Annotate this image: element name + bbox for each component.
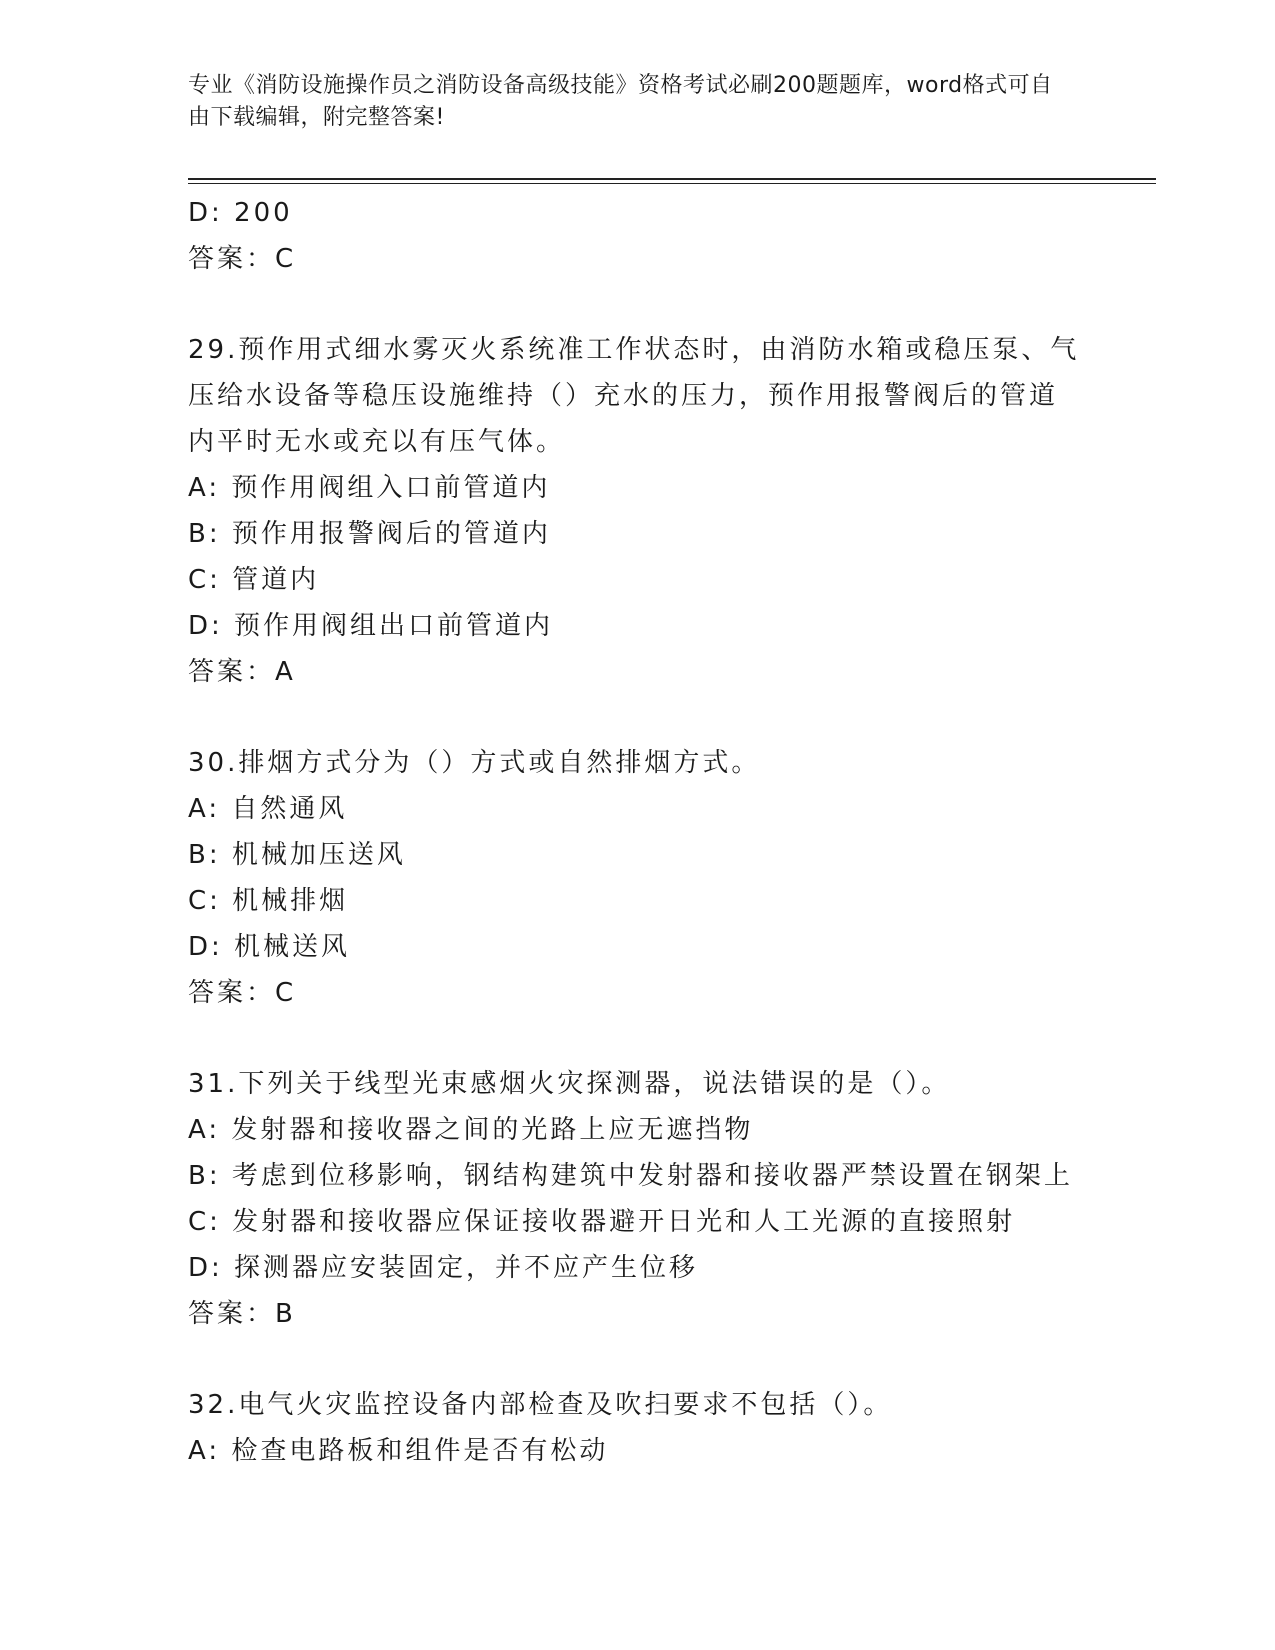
question-text: 内平时无水或充以有压气体。 xyxy=(188,427,566,457)
section-gap xyxy=(188,1337,1088,1382)
section-gap xyxy=(188,1016,1088,1061)
section-gap xyxy=(188,282,1088,327)
option-text: D: 200 xyxy=(188,198,293,228)
option-text: B: 考虑到位移影响，钢结构建筑中发射器和接收器严禁设置在钢架上 xyxy=(188,1161,1073,1191)
answer-text: 答案：C xyxy=(188,244,297,274)
section-gap xyxy=(188,695,1088,740)
answer-text: 答案：C xyxy=(188,978,297,1008)
option-text: A: 自然通风 xyxy=(188,794,348,824)
header-divider xyxy=(188,178,1156,180)
option-text: D: 预作用阀组出口前管道内 xyxy=(188,611,554,641)
option-text: D: 机械送风 xyxy=(188,932,351,962)
page-header xyxy=(188,70,1068,134)
option-text: C: 管道内 xyxy=(188,565,320,595)
header-text: 专业《消防设施操作员之消防设备高级技能》资格考试必刷200题题库，word格式可自由下载编辑，附完整答案! xyxy=(188,73,1053,130)
question-text: 29.预作用式细水雾灭火系统准工作状态时，由消防水箱或稳压泵、气 xyxy=(188,335,1080,365)
option-text: B: 机械加压送风 xyxy=(188,840,406,870)
question-text: 32.电气火灾监控设备内部检查及吹扫要求不包括（）。 xyxy=(188,1390,893,1420)
answer-text: 答案：A xyxy=(188,657,296,687)
header-divider-thin xyxy=(188,183,1156,184)
option-text: B: 预作用报警阀后的管道内 xyxy=(188,519,551,549)
option-text: C: 机械排烟 xyxy=(188,886,349,916)
question-text: 压给水设备等稳压设施维持（）充水的压力，预作用报警阀后的管道 xyxy=(188,381,1059,411)
option-text: A: 预作用阀组入口前管道内 xyxy=(188,473,551,503)
option-text: A: 发射器和接收器之间的光路上应无遮挡物 xyxy=(188,1115,754,1145)
question-text: 30.排烟方式分为（）方式或自然排烟方式。 xyxy=(188,748,761,778)
option-text: A: 检查电路板和组件是否有松动 xyxy=(188,1436,609,1466)
question-text: 31.下列关于线型光束感烟火灾探测器，说法错误的是（）。 xyxy=(188,1069,951,1099)
answer-text: 答案：B xyxy=(188,1299,296,1329)
option-text: C: 发射器和接收器应保证接收器避开日光和人工光源的直接照射 xyxy=(188,1207,1016,1237)
option-text: D: 探测器应安装固定，并不应产生位移 xyxy=(188,1253,699,1283)
exam-content xyxy=(188,190,1088,1474)
